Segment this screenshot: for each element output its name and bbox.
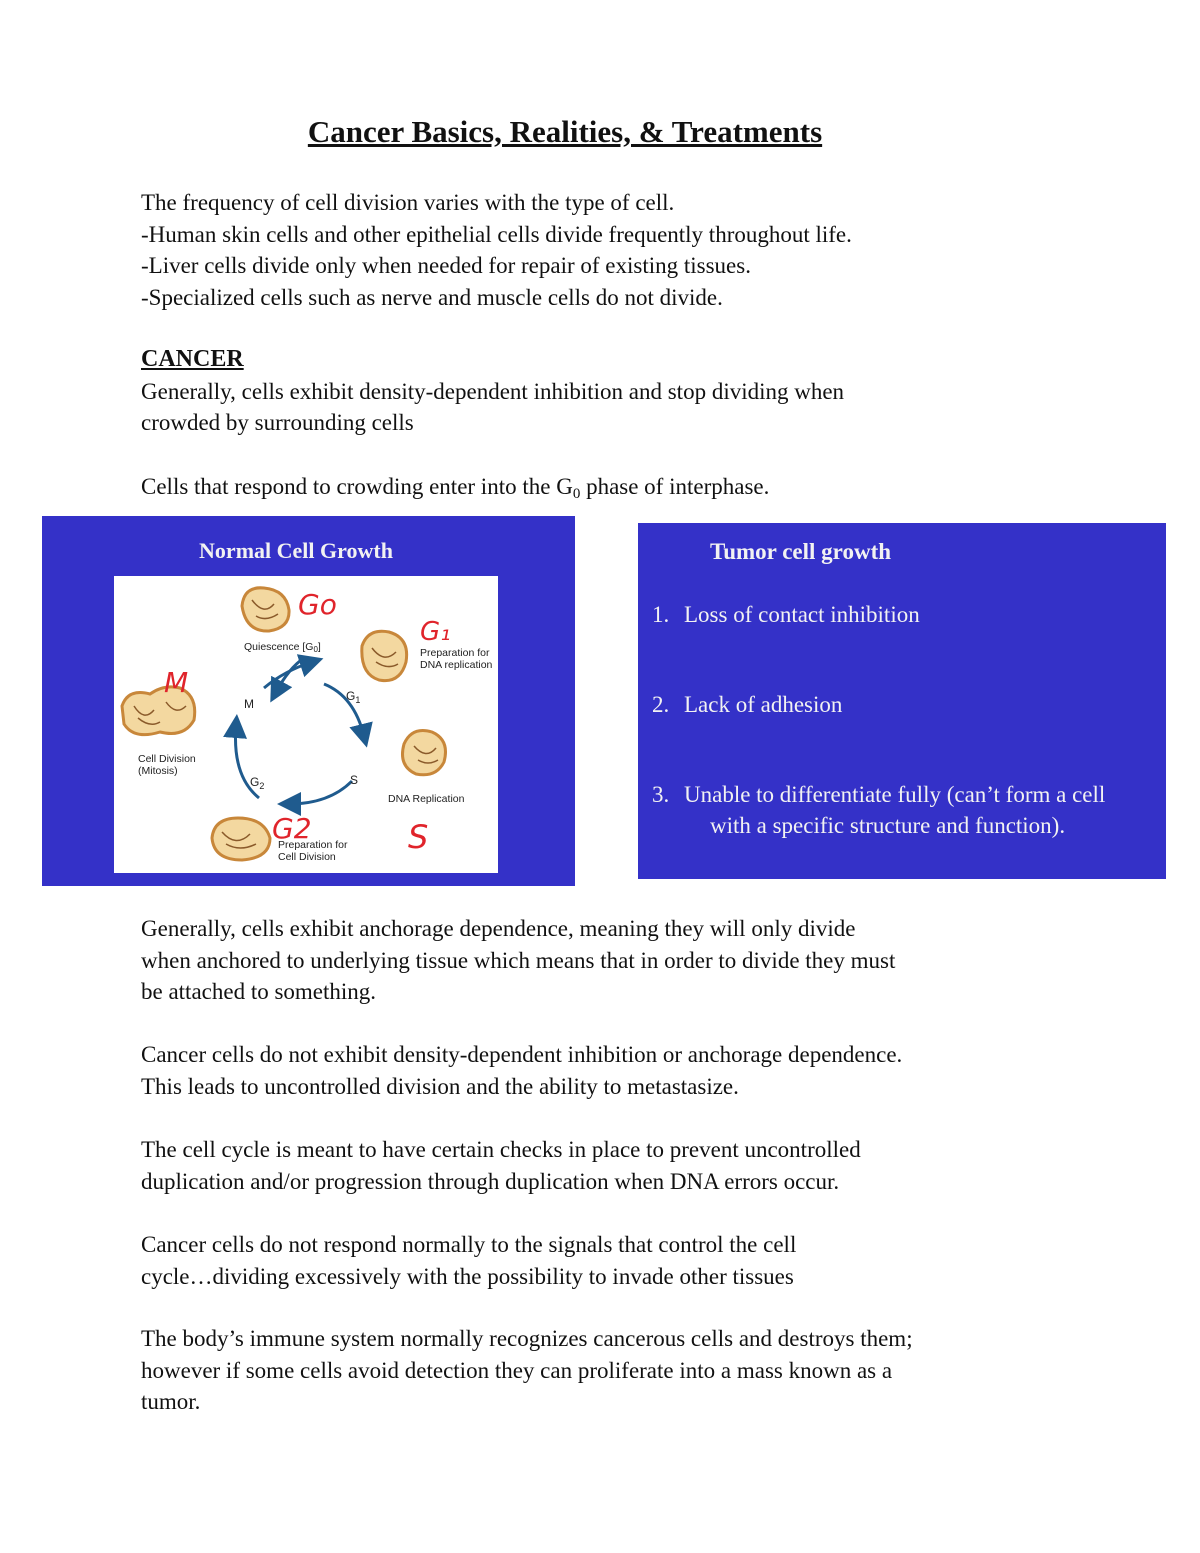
label-cell-division-1: Cell Division	[138, 753, 196, 765]
label-quiescence: Quiescence [G0]	[244, 641, 321, 654]
tumor-cell-growth-slide	[638, 523, 1166, 879]
immune-line: however if some cells avoid detection they can proliferate into a mass known as a	[141, 1357, 893, 1383]
g0-text-before: Cells that respond to crowding enter into the G	[141, 474, 573, 499]
immune-line: The body’s immune system normally recognizes cancerous cells and destroys them;	[141, 1326, 913, 1351]
label-dna-replication: DNA Replication	[388, 793, 465, 805]
item-text: Loss of contact inhibition	[684, 602, 920, 627]
anchorage-line: be attached to something.	[141, 979, 377, 1004]
label-s: S	[350, 773, 359, 787]
label-g1: $G_1$	[346, 689, 361, 705]
section-heading-cancer: CANCER	[141, 346, 244, 372]
label-prep-cell-2: Cell Division	[278, 851, 336, 863]
arrow-s-g2	[289, 781, 352, 804]
intro-line: -Human skin cells and other epithelial cells divide frequently throughout life.	[141, 221, 852, 247]
tumor-item	[652, 689, 842, 720]
anchorage-line: when anchored to underlying tissue which means that in order to divide they must	[141, 947, 896, 973]
item-text: Lack of adhesion	[684, 692, 843, 717]
arrow-g1-s	[324, 684, 364, 736]
label-prep-cell-1: Preparation for	[278, 839, 348, 851]
signals-line: Cancer cells do not respond normally to the signals that control the cell	[141, 1232, 797, 1257]
g0-paragraph	[141, 471, 1101, 503]
item-text-continued: with a specific structure and function).	[710, 813, 1066, 838]
cancer-line: Generally, cells exhibit density-dependent inhibition and stop dividing when	[141, 378, 845, 404]
checks-line: duplication and/or progression through duplication when DNA errors occur.	[141, 1168, 840, 1194]
intro-line: -Specialized cells such as nerve and muscle cells do not divide.	[141, 284, 723, 310]
no-inhibition-line: This leads to uncontrolled division and the ability to metastasize.	[141, 1073, 739, 1099]
tumor-item	[652, 599, 920, 630]
label-cell-division-2: (Mitosis)	[138, 765, 178, 777]
tumor-item	[652, 779, 1105, 841]
g0-line	[141, 471, 1101, 503]
cell-g2	[212, 818, 270, 860]
handwritten-m: M	[164, 666, 189, 699]
anchorage-paragraph	[141, 913, 1101, 1008]
checks-paragraph	[141, 1134, 1101, 1197]
normal-cell-growth-slide	[42, 516, 575, 886]
handwritten-g2: G2	[272, 812, 312, 845]
slide-title: Tumor cell growth	[710, 539, 892, 564]
label-prep-dna-1: Preparation for	[420, 647, 490, 659]
checks-line: The cell cycle is meant to have certain checks in place to prevent uncontrolled	[141, 1137, 861, 1162]
handwritten-go: Go	[298, 588, 337, 621]
immune-line: tumor.	[141, 1389, 201, 1414]
cancer-line: crowded by surrounding cells	[141, 410, 414, 435]
intro-line: -Liver cells divide only when needed for repair of existing tissues.	[141, 253, 751, 278]
g0-text-after: phase of interphase.	[580, 474, 770, 499]
page-title: Cancer Basics, Realities, & Treatments	[307, 114, 823, 149]
item-number: 1.	[652, 602, 670, 627]
cell-cycle-diagram	[114, 576, 498, 873]
cell-cycle-svg	[114, 576, 498, 873]
cell-g1	[362, 631, 407, 680]
intro-line: The frequency of cell division varies with the type of cell.	[141, 190, 675, 215]
item-number: 3.	[652, 782, 670, 807]
anchorage-line: Generally, cells exhibit anchorage dependence, meaning they will only divide	[141, 916, 856, 941]
label-prep-dna-2: DNA replication	[420, 659, 493, 671]
signals-line: cycle…dividing excessively with the possibility to invade other tissues	[141, 1263, 794, 1289]
signals-paragraph	[141, 1229, 1101, 1292]
item-text: Unable to differentiate fully (can’t form a cell	[684, 782, 1106, 807]
label-g2: $G_2$	[250, 775, 265, 791]
handwritten-g1: G₁	[420, 617, 451, 647]
intro-paragraph	[141, 187, 1101, 313]
cancer-section	[141, 344, 1101, 439]
immune-paragraph	[141, 1323, 1101, 1418]
g0-subscript: 0	[572, 486, 581, 502]
label-m: M	[244, 697, 254, 711]
no-inhibition-line: Cancer cells do not exhibit density-dependent inhibition or anchorage dependence.	[141, 1042, 903, 1067]
handwritten-s: S	[408, 818, 429, 856]
slide-title: Normal Cell Growth	[199, 538, 393, 563]
no-inhibition-paragraph	[141, 1039, 1101, 1102]
item-number: 2.	[652, 692, 670, 717]
